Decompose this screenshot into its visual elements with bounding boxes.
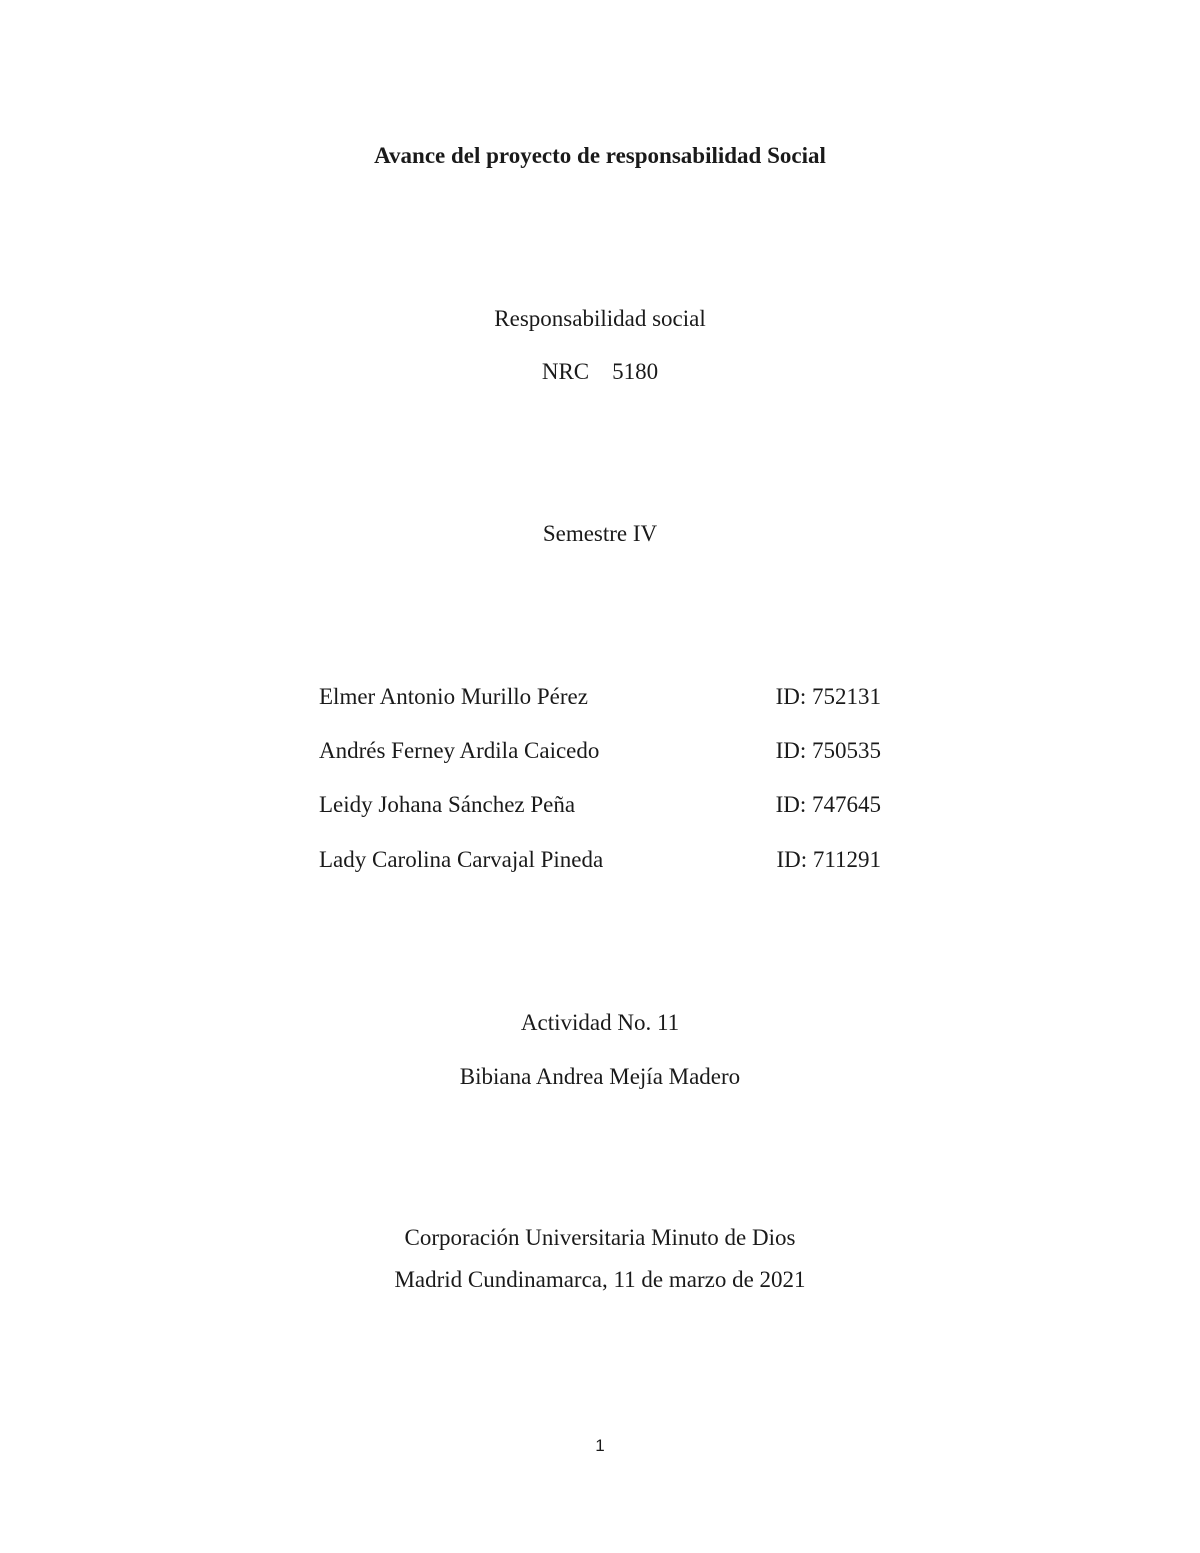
student-id: ID: 711291 <box>776 847 881 872</box>
student-id: ID: 752131 <box>775 684 881 709</box>
semester-label: Semestre IV <box>542 521 658 546</box>
document-title: Avance del proyecto de responsabilidad Social <box>374 143 826 168</box>
student-id: ID: 750535 <box>775 738 881 763</box>
student-row <box>319 791 881 819</box>
student-name: Lady Carolina Carvajal Pineda <box>319 847 604 872</box>
teacher-name: Bibiana Andrea Mejía Madero <box>459 1064 741 1089</box>
nrc-code: NRC 5180 <box>541 359 659 384</box>
student-row <box>319 683 881 711</box>
activity-number: Actividad No. 11 <box>520 1010 680 1035</box>
institution-name: Corporación Universitaria Minuto de Dios <box>404 1225 796 1250</box>
student-row <box>319 737 881 765</box>
place-and-date: Madrid Cundinamarca, 11 de marzo de 2021 <box>394 1267 806 1292</box>
student-id: ID: 747645 <box>775 792 881 817</box>
student-name: Elmer Antonio Murillo Pérez <box>319 684 588 709</box>
student-name: Andrés Ferney Ardila Caicedo <box>319 738 600 763</box>
course-name: Responsabilidad social <box>494 306 706 331</box>
student-name: Leidy Johana Sánchez Peña <box>319 792 576 817</box>
page-number: 1 <box>595 1436 605 1455</box>
student-row <box>319 846 881 874</box>
